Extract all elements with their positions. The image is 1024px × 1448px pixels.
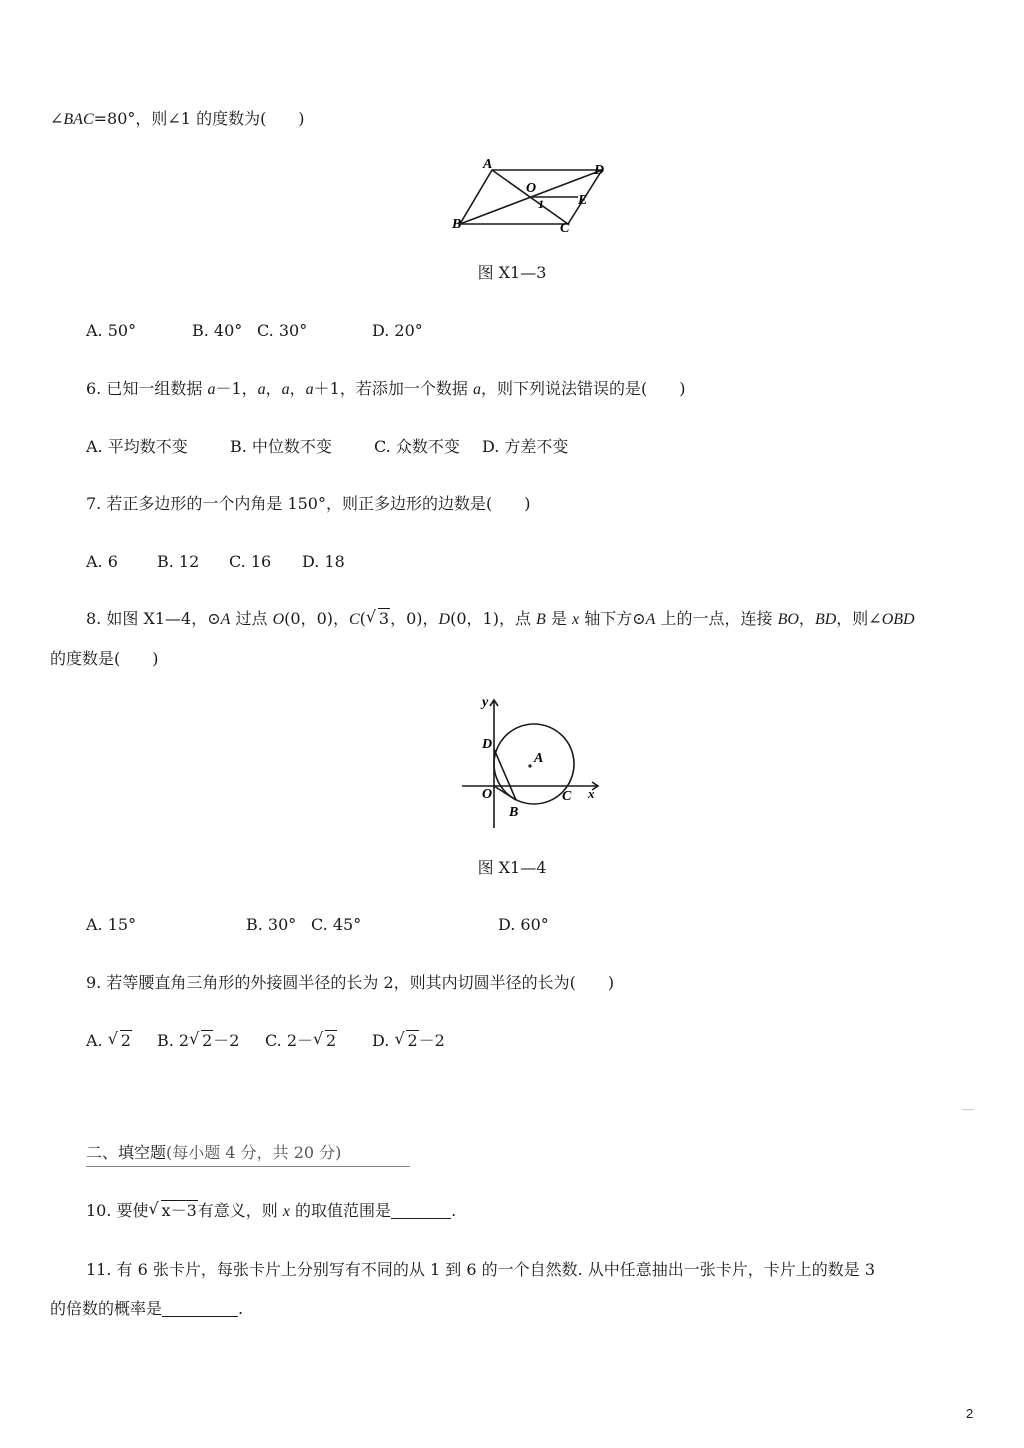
q8-sqrt-radicand: 3 (378, 609, 390, 628)
q6-var-a3: a (281, 381, 290, 398)
label-d: D (594, 163, 605, 178)
q5-option-b: B. 40° (192, 321, 243, 340)
q9-d-radicand: 2 (407, 1031, 418, 1050)
q9-option-b (157, 1030, 239, 1052)
q9-c-sqrt (313, 1030, 337, 1052)
q6-text-4: ， (289, 379, 306, 398)
q10-middle: 有意义，则 (197, 1201, 283, 1220)
label-e: E (578, 193, 588, 208)
q6-option-c: C. 众数不变 (374, 437, 460, 456)
q8-var-d: D (438, 611, 451, 628)
label-y: y (482, 695, 489, 710)
q8-t11: (0，1)，点 (450, 609, 537, 628)
label-c: C (560, 221, 570, 236)
q6-option-a: A. 平均数不变 (86, 437, 188, 456)
q8-stem-line1 (86, 608, 915, 631)
q9-a-radicand: 2 (120, 1031, 131, 1050)
q7-option-c: C. 16 (229, 552, 272, 571)
q5-stem (50, 108, 305, 131)
figure-x1-3 (450, 152, 610, 236)
section-2-subtitle: (每小题 4 分，共 20 分) (166, 1143, 342, 1162)
q11-stem-line2 (50, 1298, 243, 1320)
margin-mark: — (962, 1102, 974, 1116)
label-a: A (534, 751, 544, 766)
q8-t3: 过点 (230, 609, 273, 628)
q8-t19: ， (798, 609, 815, 628)
label-o: O (482, 787, 493, 802)
q8-var-c: C (349, 611, 360, 628)
q9-stem: 9. 若等腰直角三角形的外接圆半径的长为 2，则其内切圆半径的长为( ) (86, 973, 615, 992)
q6-option-d: D. 方差不变 (482, 437, 569, 456)
q5-caption: 图 X1—3 (477, 263, 547, 282)
section-2-title: 二、填空题 (86, 1143, 167, 1162)
q9-c-radicand: 2 (326, 1031, 337, 1050)
q8-var-bo: BO (777, 611, 799, 628)
q8-var-a2: A (645, 611, 656, 628)
q8-var-x: x (572, 611, 580, 628)
q7-stem: 7. 若正多边形的一个内角是 150°，则正多边形的边数是( ) (86, 494, 531, 513)
q8-t13: 是 (545, 609, 573, 628)
q8-var-b: B (536, 611, 546, 628)
q9-a-prefix: A. (86, 1031, 108, 1050)
q8-t15: 轴下方⊙ (579, 609, 646, 628)
q9-b-radicand: 2 (202, 1031, 213, 1050)
q8-t7: ( (359, 609, 366, 628)
q10-suffix: 的取值范围是 (289, 1201, 392, 1220)
label-o: O (526, 181, 537, 196)
q10-var-x: x (282, 1203, 290, 1220)
q6-text-6: ，则下列说法错误的是( ) (480, 379, 686, 398)
q6-text-5: ＋1，若添加一个数据 (313, 379, 473, 398)
q11-line2-text: 的倍数的概率是 (50, 1299, 163, 1318)
q9-b-prefix: B. 2 (157, 1031, 190, 1050)
label-a: A (483, 157, 493, 172)
page-number: 2 (966, 1406, 974, 1421)
q8-var-obd: OBD (881, 611, 915, 628)
q9-option-c (265, 1030, 337, 1052)
q11-answer-blank[interactable] (162, 1300, 238, 1317)
q7-option-a: A. 6 (86, 552, 118, 571)
q7-option-d: D. 18 (302, 552, 345, 571)
label-angle-1: 1 (538, 197, 544, 211)
q5-stem-rest: =80°，则∠1 的度数为( ) (93, 109, 305, 128)
q6-stem (86, 378, 685, 401)
q8-option-a: A. 15° (86, 915, 137, 934)
q8-option-d: D. 60° (498, 915, 549, 934)
label-b: B (452, 217, 462, 232)
q11-end: . (238, 1299, 244, 1318)
q6-text-3: ， (265, 379, 282, 398)
q9-d-sqrt (394, 1030, 418, 1052)
q6-text-1: 6. 已知一组数据 (86, 379, 208, 398)
q9-c-prefix: C. 2－ (265, 1031, 314, 1050)
q6-var-a2: a (257, 381, 266, 398)
q8-t9: ，0)， (390, 609, 439, 628)
q8-caption: 图 X1—4 (477, 858, 547, 877)
q9-b-sqrt (189, 1030, 213, 1052)
q9-b-suffix: －2 (213, 1031, 240, 1050)
label-x: x (588, 786, 595, 801)
q5-bac: BAC (63, 111, 94, 128)
q10-answer-blank[interactable] (391, 1202, 451, 1219)
q8-var-bd: BD (814, 611, 837, 628)
q11-stem-line1: 11. 有 6 张卡片，每张卡片上分别写有不同的从 1 到 6 的一个自然数. 从中任意抽出一张卡片，卡片上的数是 3 (86, 1260, 876, 1279)
q8-t21: ，则∠ (836, 609, 882, 628)
q5-option-a: A. 50° (86, 321, 137, 340)
q6-var-a4: a (305, 381, 314, 398)
q8-var-o: O (272, 611, 285, 628)
q6-var-a5: a (472, 381, 481, 398)
q10-prefix: 10. 要使 (86, 1201, 149, 1220)
section-2-heading (86, 1142, 410, 1167)
q8-var-a: A (220, 611, 231, 628)
label-d: D (482, 737, 493, 752)
q8-t17: 上的一点，连接 (655, 609, 778, 628)
q8-stem-line2: 的度数是( ) (50, 649, 159, 668)
q10-end: . (451, 1201, 457, 1220)
q10-stem (86, 1200, 456, 1223)
q10-radicand: x－3 (161, 1201, 197, 1220)
q10-sqrt (149, 1200, 198, 1222)
q8-t5: (0，0)， (284, 609, 349, 628)
q5-option-c: C. 30° (257, 321, 308, 340)
label-b: B (509, 805, 519, 820)
q8-t1: 8. 如图 X1—4，⊙ (86, 609, 221, 628)
q9-option-d (372, 1030, 445, 1052)
center-point-a (528, 764, 531, 767)
figure-x1-4 (460, 692, 604, 832)
q9-d-prefix: D. (372, 1031, 395, 1050)
q5-option-d: D. 20° (372, 321, 423, 340)
q7-option-b: B. 12 (157, 552, 200, 571)
q6-var-a1: a (207, 381, 216, 398)
q8-option-c: C. 45° (311, 915, 362, 934)
q6-text-2: －1， (215, 379, 258, 398)
label-c: C (562, 789, 572, 804)
q8-option-b: B. 30° (246, 915, 297, 934)
q9-a-sqrt (108, 1030, 132, 1052)
q9-d-suffix: －2 (418, 1031, 445, 1050)
q9-option-a (86, 1030, 132, 1052)
q8-sqrt3 (366, 608, 390, 630)
q5-angle-symbol: ∠ (50, 109, 64, 128)
q6-option-b: B. 中位数不变 (230, 437, 332, 456)
